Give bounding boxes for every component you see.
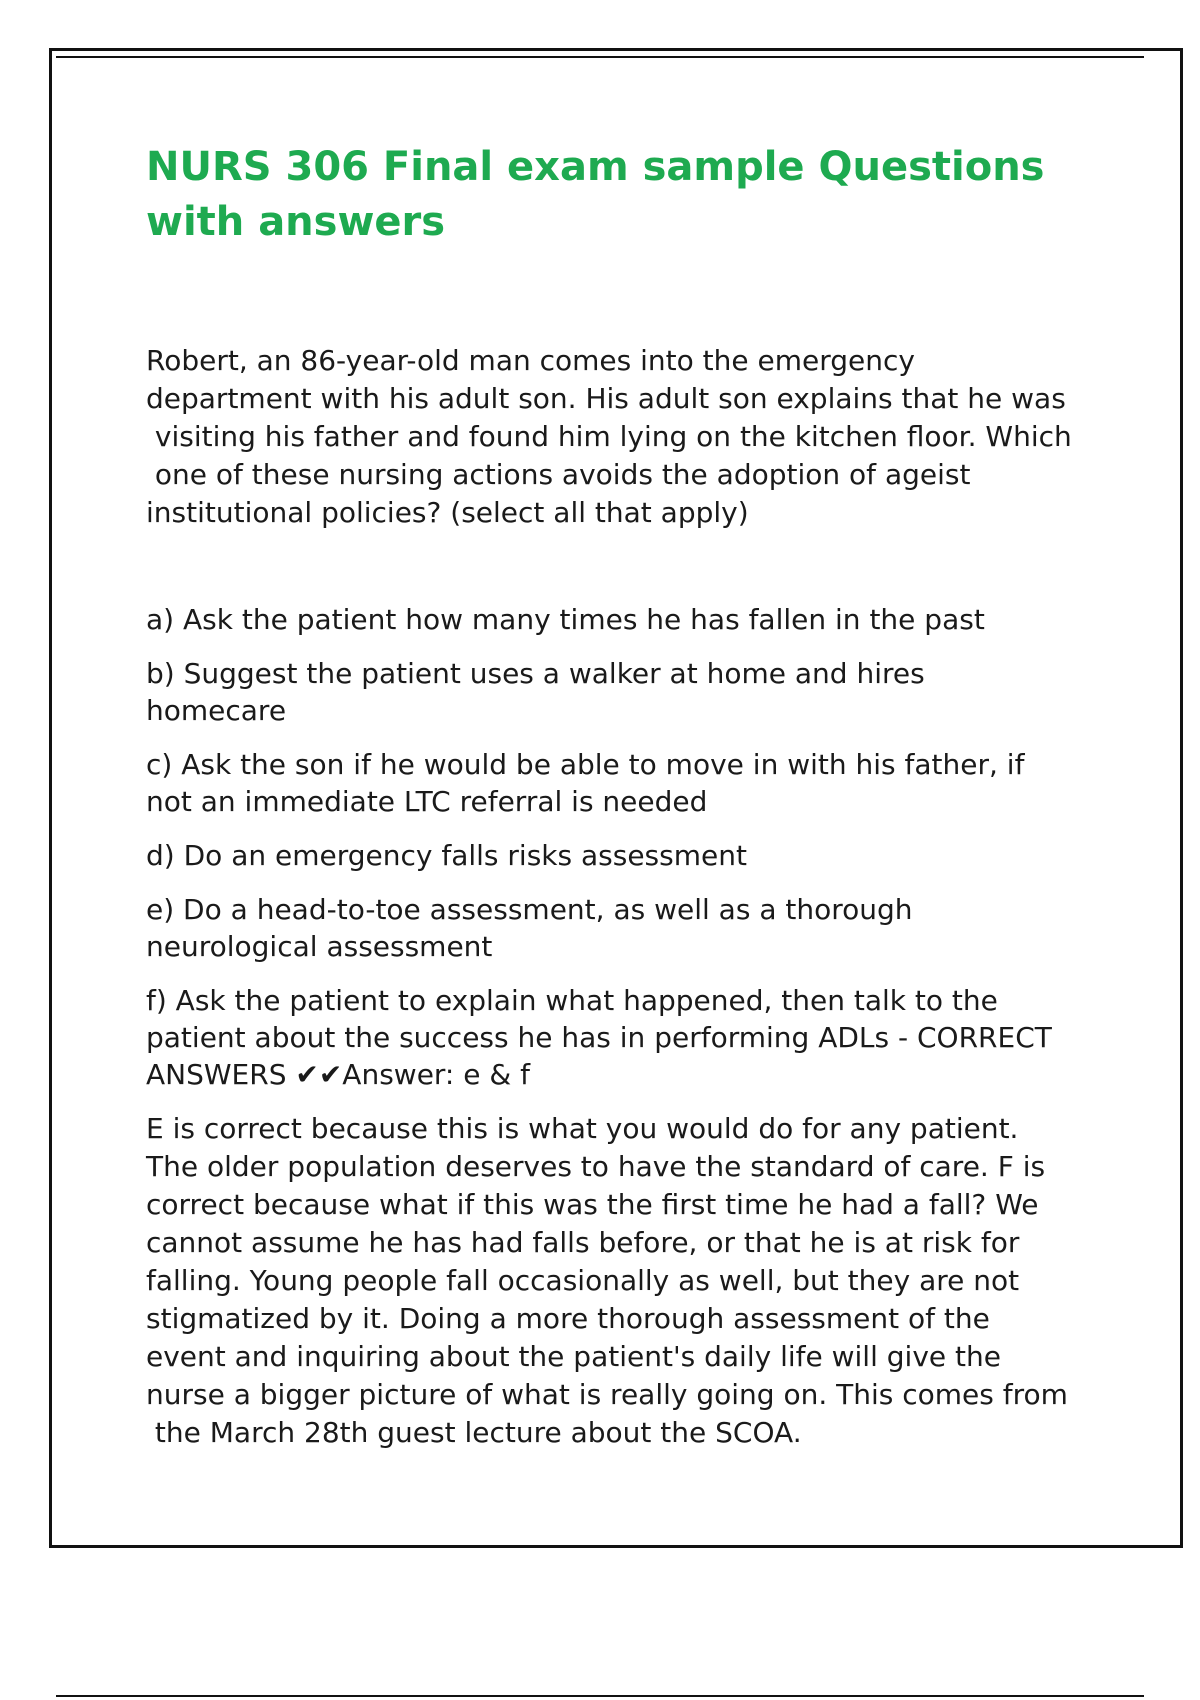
option-line: f) Ask the patient to explain what happened, then talk to the <box>146 984 998 1017</box>
option-line: neurological assessment <box>146 930 493 963</box>
explanation-line: falling. Young people fall occasionally as well, but they are not <box>146 1264 1020 1297</box>
title-line: NURS 306 Final exam sample Questions <box>146 144 1045 190</box>
option-line: a) Ask the patient how many times he has fallen in the past <box>146 603 985 636</box>
explanation-line: stigmatized by it. Doing a more thorough assessment of the <box>146 1302 990 1335</box>
explanation-line: correct because what if this was the first time he had a fall? We <box>146 1188 1039 1221</box>
option-a <box>146 601 1106 638</box>
option-f <box>146 982 1106 1093</box>
question-line: institutional policies? (select all that apply) <box>146 496 749 529</box>
question-line: department with his adult son. His adult son explains that he was <box>146 382 1066 415</box>
option-d <box>146 837 1106 874</box>
option-line: d) Do an emergency falls risks assessment <box>146 839 747 872</box>
option-e <box>146 891 1106 965</box>
option-line: patient about the success he has in performing ADLs - CORRECT <box>146 1021 1052 1054</box>
option-line: e) Do a head-to-toe assessment, as well as a thorough <box>146 893 913 926</box>
explanation-line: E is correct because this is what you would do for any patient. <box>146 1112 1019 1145</box>
title-line: with answers <box>146 199 446 245</box>
question-line: Robert, an 86-year-old man comes into the emergency <box>146 344 915 377</box>
question-line: visiting his father and found him lying on the kitchen floor. Which <box>146 420 1072 453</box>
explanation-line: the March 28th guest lecture about the SCOA. <box>146 1416 802 1449</box>
question-line: one of these nursing actions avoids the adoption of ageist <box>146 458 971 491</box>
answer-options <box>146 601 1106 1093</box>
answer-explanation <box>146 1110 1106 1452</box>
option-line: b) Suggest the patient uses a walker at home and hires <box>146 657 925 690</box>
document-body <box>146 140 1106 1452</box>
option-c <box>146 746 1106 820</box>
option-line: homecare <box>146 694 287 727</box>
option-line: c) Ask the son if he would be able to move in with his father, if <box>146 748 1025 781</box>
option-line: ANSWERS ✔✔Answer: e & f <box>146 1058 530 1091</box>
option-b <box>146 655 1106 729</box>
document-title <box>146 140 1066 250</box>
option-line: not an immediate LTC referral is needed <box>146 785 708 818</box>
bottom-rule <box>56 1695 1144 1697</box>
explanation-line: The older population deserves to have the standard of care. F is <box>146 1150 1046 1183</box>
explanation-line: nurse a bigger picture of what is really going on. This comes from <box>146 1378 1068 1411</box>
explanation-line: event and inquiring about the patient's daily life will give the <box>146 1340 1001 1373</box>
question-text <box>146 342 1106 532</box>
explanation-line: cannot assume he has had falls before, or that he is at risk for <box>146 1226 1020 1259</box>
